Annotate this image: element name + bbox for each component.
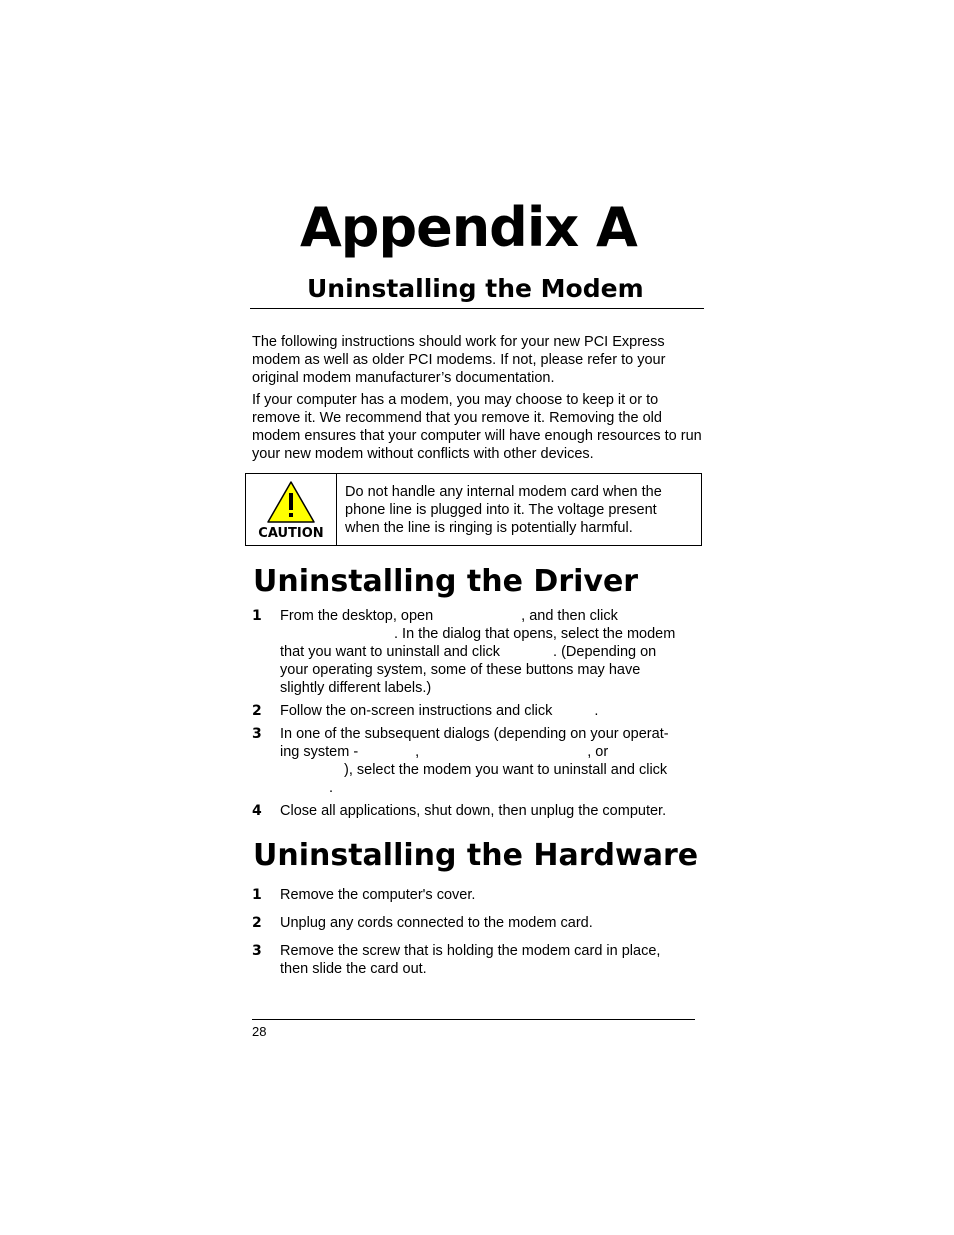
step-text bbox=[280, 725, 704, 797]
hardware-step-1 bbox=[252, 886, 704, 904]
step-number: 1 bbox=[252, 887, 262, 903]
caution-triangle-icon bbox=[266, 480, 316, 524]
step-text-part: From the desktop, open bbox=[280, 608, 434, 624]
caution-label: CAUTION bbox=[258, 526, 324, 541]
step-text-part: , and then click bbox=[521, 608, 618, 624]
step-text-part: . bbox=[594, 703, 599, 719]
hardware-section-heading: Uninstalling the Hardware bbox=[253, 838, 699, 873]
hardware-step-3 bbox=[252, 942, 704, 978]
step-text-part: , or bbox=[587, 744, 609, 760]
step-text: Remove the computer's cover. bbox=[280, 887, 476, 903]
step-number: 3 bbox=[252, 943, 262, 959]
step-text-part: Remove the screw that is holding the modem card in place, bbox=[280, 943, 661, 959]
caution-box bbox=[245, 473, 702, 546]
step-text-part: , bbox=[415, 744, 420, 760]
step-text-part: ing system - bbox=[280, 744, 359, 760]
step-number: 2 bbox=[252, 915, 262, 931]
chapter-subtitle: Uninstalling the Modem bbox=[307, 274, 644, 303]
step-text bbox=[280, 607, 704, 697]
step-text-part: . bbox=[329, 780, 334, 796]
driver-step-3 bbox=[252, 725, 704, 797]
footer-divider bbox=[252, 1019, 695, 1020]
page-number: 28 bbox=[252, 1024, 267, 1039]
step-text-part: then slide the card out. bbox=[280, 961, 427, 977]
hardware-step-2 bbox=[252, 914, 704, 932]
step-text-part: . In the dialog that opens, select the modem bbox=[394, 626, 676, 642]
step-number: 2 bbox=[252, 703, 262, 719]
driver-section-heading: Uninstalling the Driver bbox=[253, 564, 639, 599]
step-number: 3 bbox=[252, 726, 262, 742]
step-text: Close all applications, shut down, then unplug the computer. bbox=[280, 803, 667, 819]
step-text-part: In one of the subsequent dialogs (depending on your operat- bbox=[280, 726, 669, 742]
driver-step-1 bbox=[252, 607, 704, 697]
driver-step-2 bbox=[252, 702, 704, 720]
intro-paragraph-2: If your computer has a modem, you may choose to keep it or to remove it. We recommend that you remove it. Removing the old modem ensures that your computer will have enough resources to run your new modem without conflicts with other devices. bbox=[252, 392, 702, 462]
caution-icon-cell bbox=[246, 474, 337, 545]
step-text-part: . (Depending on bbox=[553, 644, 657, 660]
driver-step-4 bbox=[252, 802, 704, 820]
step-number: 4 bbox=[252, 803, 262, 819]
intro-paragraph-1: The following instructions should work for your new PCI Express modem as well as older PCI modems. If not, please refer to your original modem manufacturer’s documentation. bbox=[252, 334, 666, 386]
step-text bbox=[280, 702, 704, 720]
step-text-part: ), select the modem you want to uninstall and click bbox=[344, 762, 668, 778]
step-text-part: slightly different labels.) bbox=[280, 680, 432, 696]
step-text-part: Follow the on-screen instructions and click bbox=[280, 703, 553, 719]
caution-text: Do not handle any internal modem card when the phone line is plugged into it. The voltage present when the line is ringing is potentially harmful. bbox=[345, 484, 662, 536]
step-number: 1 bbox=[252, 608, 262, 624]
step-text bbox=[280, 942, 704, 978]
chapter-title: Appendix A bbox=[300, 196, 637, 259]
step-text-part: that you want to uninstall and click bbox=[280, 644, 501, 660]
title-divider bbox=[250, 308, 704, 309]
step-text: Unplug any cords connected to the modem card. bbox=[280, 915, 593, 931]
step-text-part: your operating system, some of these buttons may have bbox=[280, 662, 641, 678]
